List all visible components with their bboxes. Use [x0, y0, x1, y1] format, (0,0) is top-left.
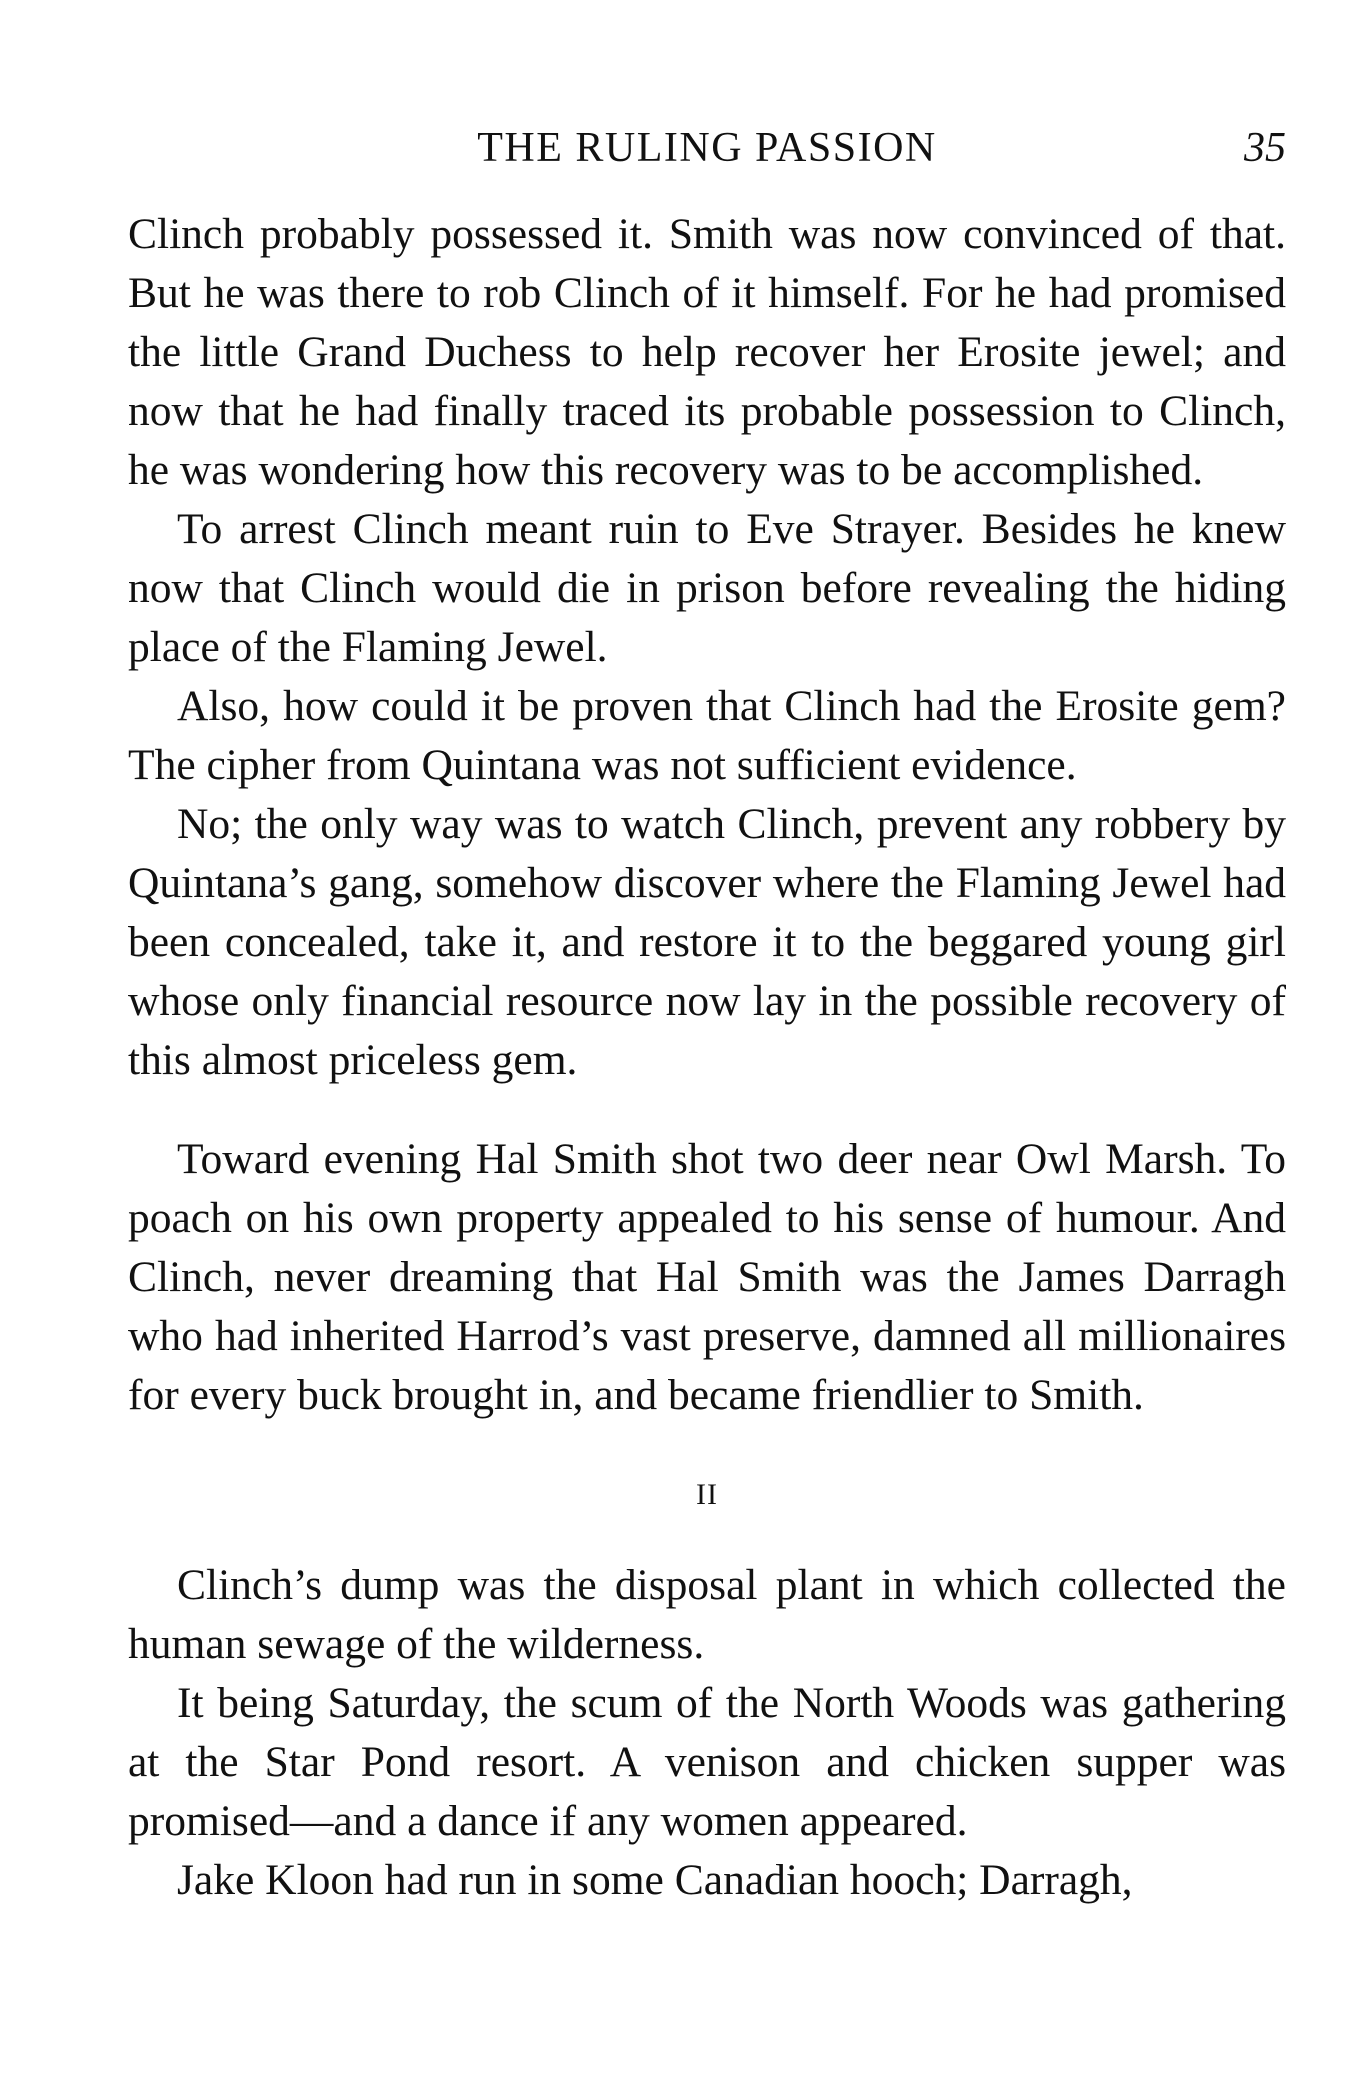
- text-block: [128, 205, 1286, 1910]
- section-number: II: [696, 1478, 718, 1511]
- page-number: 35: [1244, 125, 1286, 171]
- paragraph: It being Saturday, the scum of the North Woods was gathering at the Star Pond resort. A venison and chicken supper was promised—and a dance if any women appeared.: [128, 1679, 1286, 1845]
- paragraph: Toward evening Hal Smith shot two deer near Owl Marsh. To poach on his own property appealed to his sense of humour. And Clinch, never dreaming that Hal Smith was the James Darragh who had inherited Harrod’s vast preserve, damned all millionaires for every buck brought in, and became friendlier to Smith.: [128, 1135, 1286, 1419]
- running-head: [128, 124, 1286, 184]
- paragraph-continued: Clinch probably possessed it. Smith was now convinced of that. But he was there to rob Clinch of it himself. For he had promised the little Grand Duchess to help recover her Erosite jewel; and now that he had finally traced its probable possession to Clinch, he was wondering how this recovery was to be accomplished.: [128, 210, 1286, 494]
- paragraph-continues: Jake Kloon had run in some Canadian hooch; Darragh,: [177, 1856, 1133, 1904]
- scene-break: [128, 1090, 1286, 1130]
- running-title: THE RULING PASSION: [477, 125, 937, 171]
- paragraph: To arrest Clinch meant ruin to Eve Strayer. Besides he knew now that Clinch would die in prison before revealing the hiding place of the Flaming Jewel.: [128, 505, 1286, 671]
- paragraph: No; the only way was to watch Clinch, prevent any robbery by Quintana’s gang, somehow discover where the Flaming Jewel had been concealed, take it, and restore it to the beggared young girl whose only financial resource now lay in the possible recovery of this almost priceless gem.: [128, 800, 1286, 1084]
- paragraph: Clinch’s dump was the disposal plant in which collected the human sewage of the wilderness.: [128, 1561, 1286, 1668]
- paragraph: Also, how could it be proven that Clinch had the Erosite gem? The cipher from Quintana was not sufficient evidence.: [128, 682, 1286, 789]
